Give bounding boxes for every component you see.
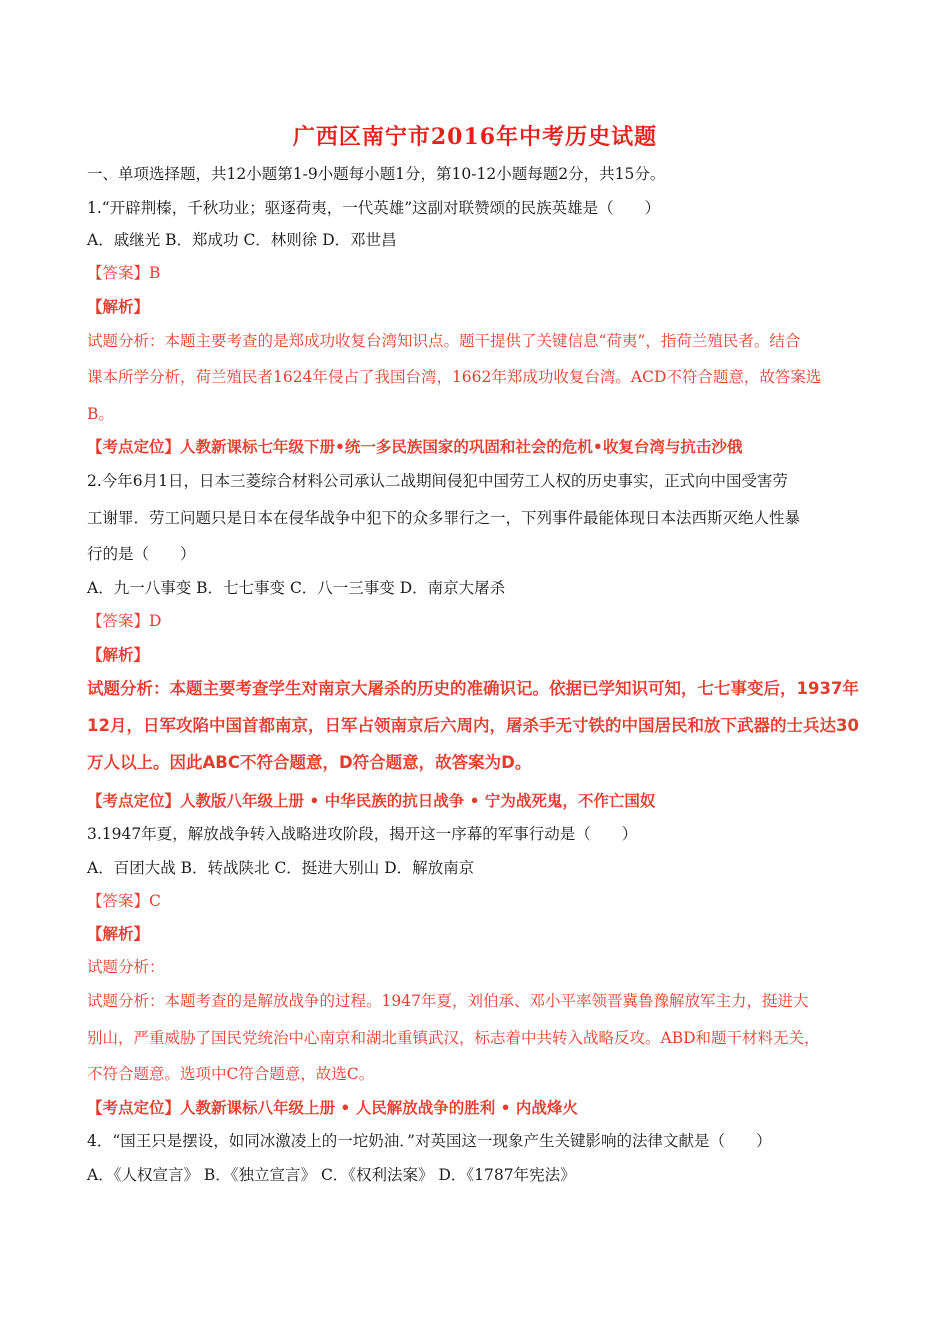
question-2-stem: 工谢罪．劳工问题只是日本在侵华战争中犯下的众多罪行之一，下列事件最能体现日本法西斯灭绝人性暴 [87,509,801,527]
question-1-options: A．戚继光 B．郑成功 C．林则徐 D．邓世昌 [87,231,397,249]
question-2-analysis-line: 12月，日军攻陷中国首都南京，日军占领南京后六周内，屠杀手无寸铁的中国居民和放下武器的士兵达30 [87,716,859,735]
question-3-analysis-label: 【解析】 [87,924,150,943]
question-4-options: A．《人权宣言》 B．《独立宣言》 C．《权利法案》 D．《1787年宪法》 [87,1166,576,1184]
question-3-kaodian: 【考点定位】人教新课标八年级上册 • 人民解放战争的胜利 • 内战烽火 [87,1098,578,1117]
question-1-analysis-line: 课本所学分析，荷兰殖民者1624年侵占了我国台湾，1662年郑成功收复台湾。ACD不符合题意，故答案选 [87,368,822,386]
question-1-analysis-line: 试题分析：本题主要考查的是郑成功收复台湾知识点。题干提供了关键信息“荷夷”，指荷兰殖民者。结合 [87,332,801,350]
question-2-options: A．九一八事变 B．七七事变 C．八一三事变 D．南京大屠杀 [87,579,506,597]
question-1-stem: 1.“开辟荆榛，千秋功业；驱逐荷夷，一代英雄”这副对联赞颂的民族英雄是（ ） [87,199,661,217]
question-3-stem: 3.1947年夏，解放战争转入战略进攻阶段，揭开这一序幕的军事行动是（ ） [87,825,638,843]
page-title: 广西区南宁市2016年中考历史试题 [292,124,658,150]
question-2-analysis-label: 【解析】 [87,645,150,664]
question-2-stem: 2.今年6月1日，日本三菱综合材料公司承认二战期间侵犯中国劳工人权的历史事实，正式向中国受害劳 [87,472,789,490]
question-4-stem: 4．“国王只是摆设，如同冰激凌上的一坨奶油．”对英国这一现象产生关键影响的法律文献是（ ） [87,1132,772,1150]
question-1-kaodian: 【考点定位】人教新课标七年级下册•统一多民族国家的巩固和社会的危机•收复台湾与抗击沙俄 [87,437,743,456]
question-3-options: A．百团大战 B．转战陕北 C．挺进大别山 D．解放南京 [87,859,475,877]
section-header: 一、单项选择题，共12小题第1-9小题每小题1分，第10-12小题每题2分，共15分。 [87,165,666,183]
question-3-analysis-intro: 试题分析： [87,958,165,976]
question-1-analysis-line: B。 [87,405,114,423]
question-3-analysis-line: 不符合题意。选项中C符合题意，故选C。 [87,1065,375,1083]
question-1-analysis-label: 【解析】 [87,297,150,316]
question-2-stem: 行的是（ ） [87,545,196,563]
question-3-analysis-line: 试题分析：本题考查的是解放战争的过程。1947年夏，刘伯承、邓小平率领晋冀鲁豫解放军主力，挺进大 [87,992,809,1010]
question-2-analysis-line: 万人以上。因此ABC不符合题意，D符合题意，故答案为D。 [87,753,532,772]
question-3-answer: 【答案】C [87,892,161,910]
question-1-answer: 【答案】B [87,264,161,282]
question-2-kaodian: 【考点定位】人教版八年级上册 • 中华民族的抗日战争 • 宁为战死鬼，不作亡国奴 [87,791,656,810]
question-3-analysis-line: 别山，严重威胁了国民党统治中心南京和湖北重镇武汉，标志着中共转入战略反攻。ABD和题干材料无关， [87,1029,820,1047]
question-2-analysis-line: 试题分析：本题主要考查学生对南京大屠杀的历史的准确识记。依据已学知识可知，七七事变后，1937年 [87,679,859,698]
question-2-answer: 【答案】D [87,612,162,630]
